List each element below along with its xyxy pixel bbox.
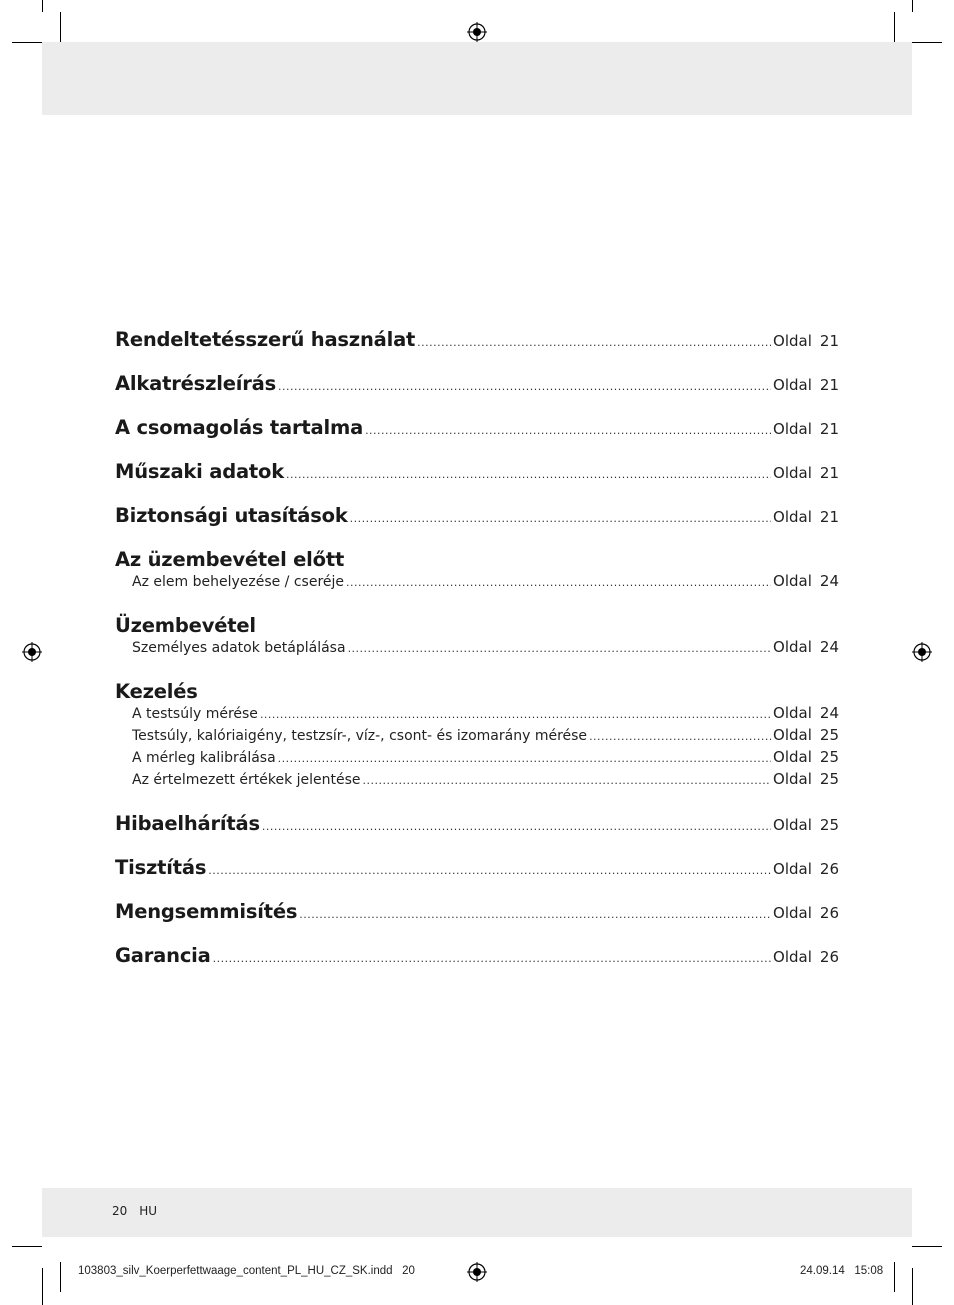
toc-subentry-title: Az értelmezett értékek jelentése xyxy=(132,772,361,788)
toc-page-number: 21 xyxy=(819,332,839,350)
page-number: 20 xyxy=(112,1204,128,1218)
toc-page-number: 21 xyxy=(819,420,839,438)
dot-leader xyxy=(299,908,771,921)
slug-date: 24.09.14 xyxy=(800,1265,845,1277)
dot-leader xyxy=(286,468,771,481)
dot-leader xyxy=(262,820,771,833)
toc-entry[interactable] xyxy=(115,460,839,504)
page-footer xyxy=(112,1204,169,1218)
slug-file-page: 20 xyxy=(402,1265,415,1277)
crop-mark xyxy=(894,12,895,42)
crop-mark xyxy=(42,0,43,12)
toc-page-number: 25 xyxy=(819,816,839,834)
dot-leader xyxy=(213,952,771,965)
toc-page-label: Oldal xyxy=(773,748,812,766)
toc-subentry[interactable] xyxy=(115,704,839,726)
language-code: HU xyxy=(139,1204,158,1218)
toc-subentry-title: Személyes adatok betáplálása xyxy=(132,640,346,656)
toc-group-title: Az üzembevétel előtt xyxy=(115,548,345,571)
dot-leader xyxy=(363,774,772,787)
toc-page-number: 25 xyxy=(819,770,839,788)
registration-mark-icon xyxy=(467,1262,487,1282)
toc-page-label: Oldal xyxy=(773,638,812,656)
toc-page-label: Oldal xyxy=(773,704,812,722)
toc-page-label: Oldal xyxy=(773,726,812,744)
dot-leader xyxy=(589,730,771,743)
print-slug-file xyxy=(78,1265,415,1277)
toc-entry-title: Mengsemmisítés xyxy=(115,900,298,923)
crop-mark xyxy=(912,0,913,12)
crop-mark xyxy=(12,1246,42,1247)
toc-subentry[interactable] xyxy=(115,770,839,792)
toc-page-number: 26 xyxy=(819,904,839,922)
toc-subentry[interactable] xyxy=(115,572,839,594)
toc-entry[interactable] xyxy=(115,856,839,900)
registration-mark-icon xyxy=(467,22,487,42)
toc-page-number: 21 xyxy=(819,508,839,526)
toc-page-label: Oldal xyxy=(773,464,812,482)
crop-mark xyxy=(912,1268,913,1305)
toc-page-number: 21 xyxy=(819,464,839,482)
toc-subentry[interactable] xyxy=(115,726,839,748)
toc-subentry-title: A testsúly mérése xyxy=(132,706,258,722)
toc-page-label: Oldal xyxy=(773,508,812,526)
footer-band xyxy=(42,1188,912,1237)
toc-page-number: 26 xyxy=(819,860,839,878)
registration-mark-icon xyxy=(912,642,932,662)
dot-leader xyxy=(278,752,771,765)
toc-subentry-title: Az elem behelyezése / cseréje xyxy=(132,574,345,590)
slug-time: 15:08 xyxy=(854,1265,884,1277)
crop-mark xyxy=(12,42,42,43)
toc-subentry[interactable] xyxy=(115,748,839,770)
toc-page-label: Oldal xyxy=(773,420,812,438)
registration-mark-icon xyxy=(22,642,42,662)
dot-leader xyxy=(417,336,771,349)
slug-filename: 103803_silv_Koerperfettwaage_content_PL_HU_CZ_SK.indd xyxy=(78,1265,393,1277)
toc-page-number: 24 xyxy=(819,572,839,590)
toc-entry[interactable] xyxy=(115,372,839,416)
toc-entry[interactable] xyxy=(115,944,839,988)
toc-entry-title: A csomagolás tartalma xyxy=(115,416,364,439)
toc-entry[interactable] xyxy=(115,416,839,460)
toc-entry[interactable] xyxy=(115,328,839,372)
toc-group xyxy=(115,548,839,614)
table-of-contents xyxy=(115,328,839,988)
toc-entry[interactable] xyxy=(115,900,839,944)
toc-entry[interactable] xyxy=(115,812,839,856)
dot-leader xyxy=(348,642,771,655)
toc-page-number: 26 xyxy=(819,948,839,966)
dot-leader xyxy=(346,576,771,589)
print-slug-date xyxy=(800,1265,883,1277)
crop-mark xyxy=(912,42,942,43)
crop-mark xyxy=(60,12,61,42)
toc-page-number: 21 xyxy=(819,376,839,394)
dot-leader xyxy=(278,380,771,393)
dot-leader xyxy=(208,864,771,877)
toc-page-number: 24 xyxy=(819,704,839,722)
toc-entry-title: Rendeltetésszerű használat xyxy=(115,328,416,351)
toc-page-label: Oldal xyxy=(773,572,812,590)
toc-page-number: 25 xyxy=(819,726,839,744)
toc-page-label: Oldal xyxy=(773,332,812,350)
dot-leader xyxy=(365,424,771,437)
dot-leader xyxy=(260,708,771,721)
header-band xyxy=(42,42,912,115)
toc-group-title: Kezelés xyxy=(115,680,198,703)
toc-group xyxy=(115,614,839,680)
toc-group-title: Üzembevétel xyxy=(115,614,256,637)
crop-mark xyxy=(894,1262,895,1292)
toc-entry-title: Tisztítás xyxy=(115,856,207,879)
toc-subentry-title: Testsúly, kalóriaigény, testzsír-, víz-, csont- és izomarány mérése xyxy=(132,728,588,744)
toc-entry[interactable] xyxy=(115,504,839,548)
toc-page-label: Oldal xyxy=(773,376,812,394)
toc-group xyxy=(115,680,839,812)
toc-entry-title: Alkatrészleírás xyxy=(115,372,276,395)
toc-page-label: Oldal xyxy=(773,904,812,922)
toc-page-label: Oldal xyxy=(773,816,812,834)
toc-page-number: 24 xyxy=(819,638,839,656)
toc-entry-title: Műszaki adatok xyxy=(115,460,285,483)
toc-page-label: Oldal xyxy=(773,948,812,966)
toc-entry-title: Biztonsági utasítások xyxy=(115,504,348,527)
toc-page-label: Oldal xyxy=(773,860,812,878)
toc-entry-title: Garancia xyxy=(115,944,211,967)
crop-mark xyxy=(42,1268,43,1305)
toc-subentry[interactable] xyxy=(115,638,839,660)
toc-subentry-title: A mérleg kalibrálása xyxy=(132,750,276,766)
crop-mark xyxy=(60,1262,61,1292)
toc-page-number: 25 xyxy=(819,748,839,766)
toc-page-label: Oldal xyxy=(773,770,812,788)
dot-leader xyxy=(350,512,771,525)
toc-entry-title: Hibaelhárítás xyxy=(115,812,260,835)
crop-mark xyxy=(912,1246,942,1247)
